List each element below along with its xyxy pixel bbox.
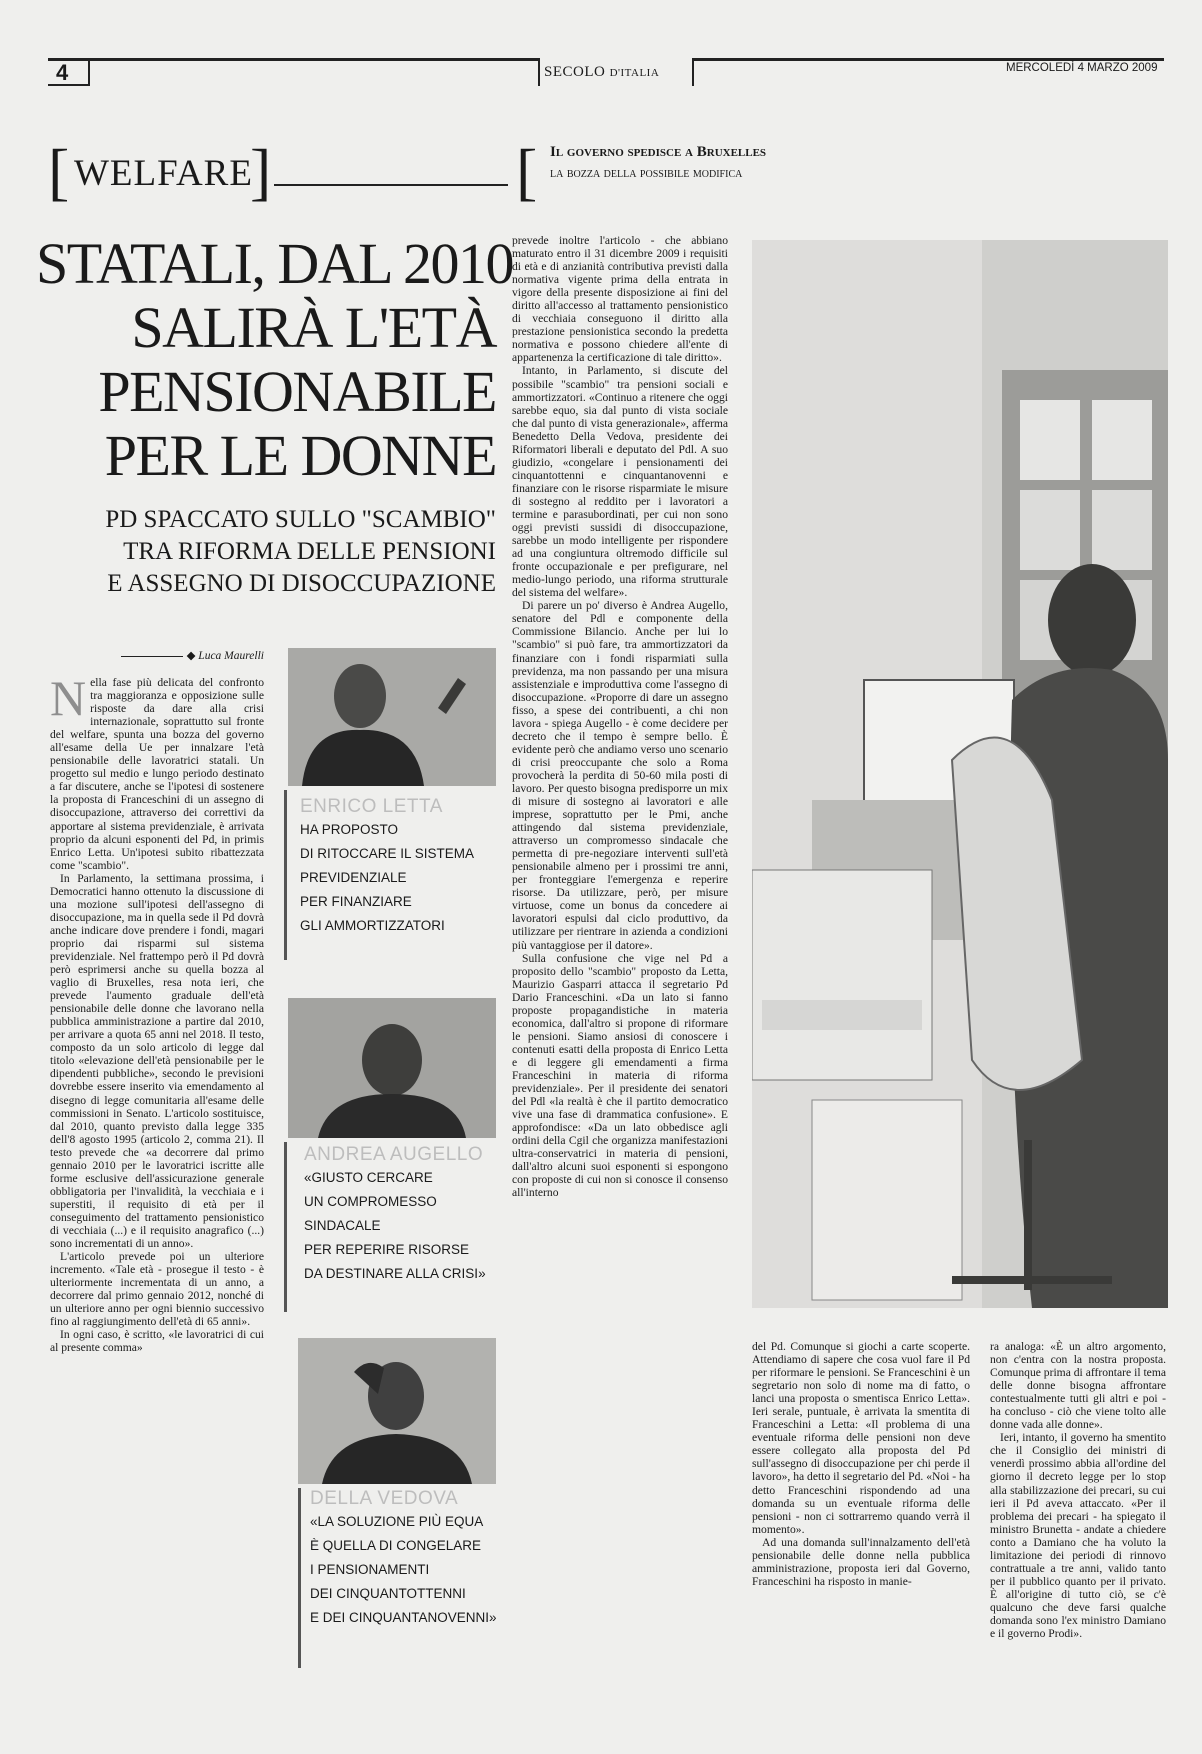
kicker-bracket: [ xyxy=(516,136,538,207)
sidebar-quote-line: E DEI CINQUANTANOVENNI» xyxy=(310,1610,497,1625)
bracket-right: ] xyxy=(250,136,272,207)
page-number: 4 xyxy=(56,60,69,85)
article-column-3 xyxy=(752,1340,970,1740)
article-paragraph: ra analoga: «È un altro argomento, non c'entra con la nostra proposta. Comunque prima di affrontare il tema delle donne bisogna affrontare contestualmente tutti gli altri e poi - ha concluso - ciò che viene tolto alle donne vada alle donne». xyxy=(990,1340,1166,1432)
sidebar-quote-line: DEI CINQUANTOTTENNI xyxy=(310,1586,466,1601)
sidebar-text xyxy=(304,1144,500,1286)
sidebar-quote-line: I PENSIONAMENTI xyxy=(310,1562,430,1577)
masthead-rule-right xyxy=(694,58,1164,61)
sidebar-quote-line: UN COMPROMESSO xyxy=(304,1194,437,1209)
subheadline-line-1: PD SPACCATO SULLO "SCAMBIO" xyxy=(105,506,496,533)
newspaper-name xyxy=(544,64,659,81)
sidebar-text xyxy=(300,796,500,938)
kicker-line-1: Il governo spedisce a Bruxelles xyxy=(550,144,767,160)
kicker-line-2: la bozza della possibile modifica xyxy=(550,166,743,181)
sidebar-quote-line: PREVIDENZIALE xyxy=(300,870,407,885)
sidebar-letta xyxy=(284,644,500,960)
photo-woman-at-office xyxy=(752,240,1168,1308)
photo-della-vedova xyxy=(298,1338,496,1484)
office-scene-image xyxy=(752,240,1168,1308)
sidebar-quote-line: «GIUSTO CERCARE xyxy=(304,1170,433,1185)
sidebar-augello xyxy=(284,994,500,1312)
headline xyxy=(36,231,513,488)
subheadline xyxy=(40,504,496,600)
sidebar-quote-line: È QUELLA DI CONGELARE xyxy=(310,1538,482,1553)
subheadline-line-2: TRA RIFORMA DELLE PENSIONI xyxy=(123,538,496,565)
headline-line-2: SALIRÀ L'ETÀ xyxy=(131,295,496,360)
portrait-icon xyxy=(288,648,496,786)
headline-line-4: PER LE DONNE xyxy=(104,423,496,488)
sidebar-quote-line: GLI AMMORTIZZATORI xyxy=(300,918,445,933)
article-paragraph: Intanto, in Parlamento, si discute del possibile "scambio" tra pensioni sociali e ammortizzatori. «Continuo a ritenere che oggi sarebbe equo, sia dal punto di vista sociale che dal punto di vista generazionale», afferma Benedetto Della Vedova, presidente dei Riformatori liberali e deputato del Pdl. A suo giudizio, «congelare i pensionamenti dei cinquantottenni e cinquantanovenni e finanziare con le risorse risparmiate le misure di sostegno al reddito per i lavoratori a termine e parasubordinati, per cui non sono oggi previsti sussidi di disoccupazione, sarebbe un modo intelligente per rispondere ad una congiuntura oltremodo difficile sul fronte occupazionale e per prefigurare, nel medio-lungo periodo, una riforma strutturale del sistema del welfare». xyxy=(512,364,728,600)
sidebar-name: DELLA VEDOVA xyxy=(310,1488,459,1509)
article-text: ella fase più delicata del confronto tra maggioranza e opposizione sulle risposte da dare alla crisi internazionale, soprattutto sul fronte del welfare, spunta una bozza del governo all'esame della Ue per innalzare l'età pensionabile delle lavoratrici statali. Un progetto sul medio e lungo periodo destinato a far discutere, anche se l'ipotesi di sostenere la proposta di Franceschini di un assegno di disoccupazione, attraverso dei correttivi da apportare al sistema previdenziale, è arrivata proprio da alcuni esponenti del Pd, in primis Enrico Letta. Un'ipotesi subito ribattezzata come "scambio". xyxy=(50,676,264,872)
sidebar-quote-line: «LA SOLUZIONE PIÙ EQUA xyxy=(310,1514,484,1529)
sidebar-rule xyxy=(284,790,287,960)
headline-line-1: STATALI, DAL 2010 xyxy=(36,231,513,296)
article-paragraph xyxy=(50,676,264,872)
photo-enrico-letta xyxy=(288,648,496,786)
article-paragraph: Sulla confusione che vige nel Pd a proposito dello "scambio" proposto da Letta, Maurizio Gasparri attacca il segretario Pd Dario Franceschini. «Da un lato si fanno proposte propagandistiche in materia economica, dall'altro si propone di riformare le pensioni. Siamo ansiosi di conoscere i contenuti esatti della proposta di Enrico Letta e di leggere gli emendamenti a firma Franceschini in materia di riforma previdenziale». Per il presidente dei senatori del Pdl «la realtà è che il partito democratico vive una fase di drammatica confusione». E approfondisce: «Da un lato obbedisce agli ordini della Cgil che organizza manifestazioni ultra-conservatrici in materia di pensioni, dall'altro alcuni suoi esponenti si espongono con proposte di cui non si conosce il consenso all'interno xyxy=(512,951,728,1200)
headline-line-3: PENSIONABILE xyxy=(98,359,496,424)
sidebar-quote-line: PER REPERIRE RISORSE xyxy=(304,1242,470,1257)
sidebar-quote-line: HA PROPOSTO xyxy=(300,822,399,837)
sidebar-name: ENRICO LETTA xyxy=(300,796,443,817)
byline xyxy=(50,648,264,662)
section-name: WELFARE xyxy=(74,153,253,194)
sidebar-quote-line: SINDACALE xyxy=(304,1218,381,1233)
newspaper-divider-right xyxy=(692,58,694,86)
byline-rule xyxy=(121,656,183,657)
article-paragraph: Di parere un po' diverso è Andrea Augello, senatore del Pdl e componente della Commissione Bilancio. Anche per lui lo "scambio" si può fare, tra ammortizzatori da finanziare con i fondi risparmiati sulla previdenza, ma non passando per una misura assistenziale e improduttiva come l'assegno di disoccupazione. «Proporre di dare un assegno fisso, a spese dei contribuenti, a chi non lavora - spiega Augello - è come decidere per decreto che il tempo è sempre bello. È evidente però che andiamo verso uno scenario di crisi preoccupante che solo a Roma provocherà la perdita di 50-60 mila posti di lavoro. Per questo bisogna predisporre un mix di misure di sostegno ai lavoratori e alle imprese, soprattutto per le Pmi, anche attingendo dal sistema previdenziale, attraverso un compromesso sindacale che permetta di pre-negoziare interventi sull'età pensionabile almeno per i prossimi tre anni, per fronteggiare l'emergenza e reperire risorse. Da utilizzare, però, per misure virtuose, come un bonus da concedere ai lavoratori espulsi dal ciclo produttivo, da utilizzare per rientrare in azienda a condizioni più vantaggiose per il datore». xyxy=(512,599,728,952)
newspaper-divider-left xyxy=(538,58,540,86)
sidebar-quote-line: DI RITOCCARE IL SISTEMA xyxy=(300,846,475,861)
byline-diamond-icon: ◆ xyxy=(186,650,196,662)
section-label xyxy=(48,136,518,210)
drop-cap: N xyxy=(50,676,87,726)
section-rule xyxy=(274,184,508,186)
article-paragraph: prevede inoltre l'articolo - che abbiano maturato entro il 31 dicembre 2009 i requisiti di età e di anzianità contributiva previsti dalla normativa vigente prima della entrata in vigore della presente disposizione ai fini del diritto all'accesso al trattamento pensionistico di vecchiaia conseguono il diritto alla prestazione pensionistica secondo la predetta normativa e possono chiedere all'ente di appartenenza la certificazione di tale diritto». xyxy=(512,234,728,365)
page-number-divider xyxy=(88,58,90,86)
kicker xyxy=(516,136,916,210)
article-paragraph: Ad una domanda sull'innalzamento dell'età pensionabile delle donne nella pubblica amministrazione, proposta ieri dal Governo, Franceschini ha risposto in manie- xyxy=(752,1535,970,1588)
sidebar-rule xyxy=(284,1142,287,1312)
article-column-1 xyxy=(50,676,264,1738)
subheadline-line-3: E ASSEGNO DI DISOCCUPAZIONE xyxy=(107,570,496,597)
article-paragraph: In ogni caso, è scritto, «le lavoratrici di cui al presente comma» xyxy=(50,1328,264,1355)
portrait-icon xyxy=(298,1338,496,1484)
issue-date: MERCOLEDÌ 4 MARZO 2009 xyxy=(1006,62,1158,74)
sidebar-text xyxy=(310,1488,500,1630)
article-paragraph: del Pd. Comunque si giochi a carte scoperte. Attendiamo di sapere che cosa vuol fare il Pd per riformare le pensioni. Se Franceschini è un segretario non solo di nome ma di fatto, o lanci una proposta o smentisca Enrico Letta». Ieri serale, puntuale, è arrivata la smentita di Franceschini a Letta: «Il problema di una eventuale riforma delle pensioni non deve essere collegato alla proposta del Pd sull'assegno di disoccupazione per chi perde il lavoro», ha detto il segretario del Pd. «Noi - ha detto Franceschini rispondendo ad una domanda su un eventuale riforma delle pensioni - non ci sottrarremo quando verrà il momento». xyxy=(752,1340,970,1536)
sidebar-quote-line: PER FINANZIARE xyxy=(300,894,412,909)
sidebar-name: ANDREA AUGELLO xyxy=(304,1144,484,1165)
sidebar-rule xyxy=(298,1488,301,1668)
newspaper-suffix: D'ITALIA xyxy=(609,67,660,79)
article-paragraph: In Parlamento, la settimana prossima, i Democratici hanno ottenuto la discussione di una mozione sull'ipotesi dell'assegno di disoccupazione, ma in quella sede il Pd dovrà anche indicare dove prendere i fondi, magari proprio dai risparmi sul sistema previdenziale. Nel frattempo però il Pd dovrà però esprimersi anche su quella bozza al vaglio di Bruxelles, resa nota ieri, che prevede l'aumento graduale dell'età pensionabile delle donne che lavorano nella pubblica amministrazione a partire dal 2010, per arrivare a quota 65 anni nel 2018. Il testo, composto da un solo articolo di legge dal titolo «elevazione dell'età pensionabile per le dipendenti pubbliche», secondo le previsioni dovrebbe essere inserito via emendamento al disegno di legge comunitaria all'esame delle commissioni in Senato. L'articolo sostituisce, dal 2010, quanto previsto dalla legge 335 dell'8 agosto 1995 (articolo 2, comma 21). Il testo prevede che «a decorrere dal primo gennaio 2010 per le lavoratrici iscritte alle forme esclusive dell'assicurazione generale obbligatoria per l'invalidità, la vecchiaia e i superstiti, il requisito di età per il conseguimento del trattamento pensionistico di vecchiaia (...) e il requisito anagrafico (...) sono incrementati di un anno». xyxy=(50,871,264,1251)
article-paragraph: Ieri, intanto, il governo ha smentito che il Consiglio dei ministri di venerdì prossimo abbia all'ordine del giorno il decreto legge per lo stop alla stabilizzazione dei precari, su cui ieri il Pd aveva attaccato. «Per il problema dei precari - ha spiegato il ministro Brunetta - andate a chiedere conto a Damiano che ha voluto la limitazione dei periodi di rinnovo contrattuale a tre anni, valido tanto per il pubblico quanto per il privato. È all'origine di tutto ciò, se c'è qualcuno che deve farsi qualche domanda sono l'ex ministro Damiano e il governo Prodi». xyxy=(990,1431,1166,1641)
sidebar-quote-line: DA DESTINARE ALLA CRISI» xyxy=(304,1266,486,1281)
byline-author: Luca Maurelli xyxy=(198,650,264,662)
newspaper-title: SECOLO xyxy=(544,64,606,80)
masthead xyxy=(0,0,1202,90)
article-column-4 xyxy=(990,1340,1166,1740)
photo-andrea-augello xyxy=(288,998,496,1138)
article-column-2 xyxy=(512,234,728,1740)
masthead-rule-left xyxy=(48,58,538,61)
portrait-icon xyxy=(288,998,496,1138)
sidebar-della-vedova xyxy=(284,1338,500,1686)
bracket-left: [ xyxy=(48,136,70,207)
article-paragraph: L'articolo prevede poi un ulteriore incremento. «Tale età - prosegue il testo - è ulteriormente incrementata di un anno, a decorrere dal primo gennaio 2012, nonché di un ulteriore anno per ogni biennio successivo fino al raggiungimento dell'età di 65 anni». xyxy=(50,1250,264,1329)
